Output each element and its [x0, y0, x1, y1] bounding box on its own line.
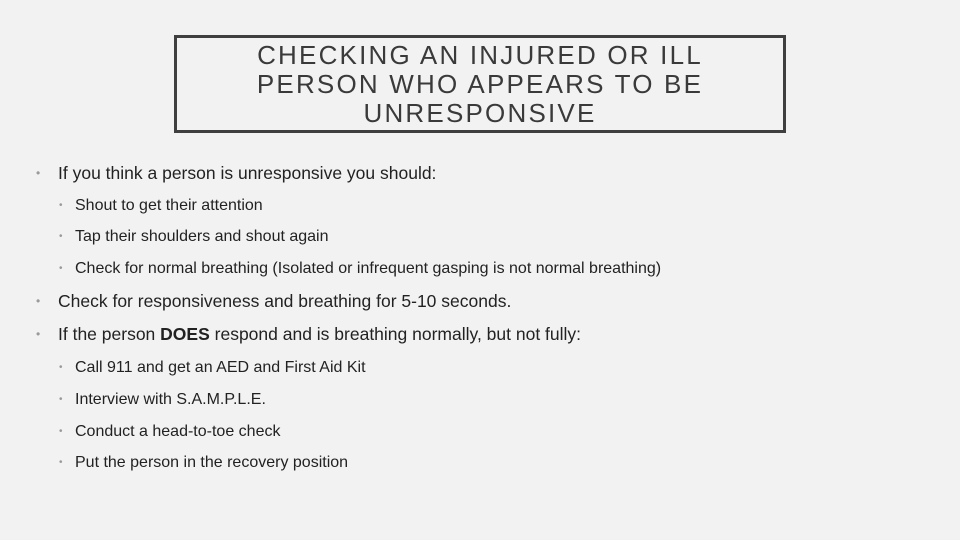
bullet-text: Shout to get their attention [75, 197, 263, 214]
bullet-item [36, 291, 512, 312]
bullet-item [36, 163, 437, 184]
slide-title: CHECKING AN INJURED OR ILL PERSON WHO APPEARS TO BE UNRESPONSIVE [256, 39, 704, 128]
sub-bullet-item [59, 391, 266, 409]
sub-bullet-item [59, 197, 263, 215]
bullet-text: If you think a person is unresponsive you should: [58, 163, 437, 183]
sub-bullet-item [59, 423, 281, 441]
bullet-dot-icon: • [36, 294, 41, 308]
bullet-text: Call 911 and get an AED and First Aid Kit [75, 359, 366, 376]
bullet-text: Put the person in the recovery position [75, 454, 349, 471]
bullet-dot-icon: • [59, 394, 63, 405]
sub-bullet-item [59, 228, 329, 246]
bullet-dot-icon: • [36, 327, 41, 341]
bullet-dot-icon: • [59, 362, 63, 373]
sub-bullet-item [59, 359, 366, 377]
bullet-dot-icon: • [36, 166, 41, 180]
bullet-text-emphasis: DOES [160, 324, 210, 344]
bullet-text: Check for responsiveness and breathing for 5-10 seconds. [58, 291, 512, 311]
bullet-text-after: respond and is breathing normally, but not fully: [209, 324, 582, 344]
sub-bullet-item [59, 454, 349, 472]
bullet-dot-icon: • [59, 200, 63, 211]
bullet-dot-icon: • [59, 263, 63, 274]
bullet-dot-icon: • [59, 457, 63, 468]
bullet-text: Check for normal breathing (Isolated or infrequent gasping is not normal breathing) [75, 260, 662, 277]
bullet-item [36, 324, 582, 345]
sub-bullet-item [59, 260, 662, 278]
bullet-text-before: If the person [58, 324, 161, 344]
bullet-text: Interview with S.A.M.P.L.E. [75, 391, 266, 408]
bullet-text: Conduct a head-to-toe check [75, 423, 281, 440]
bullet-text: Tap their shoulders and shout again [75, 228, 329, 245]
bullet-dot-icon: • [59, 231, 63, 242]
bullet-dot-icon: • [59, 426, 63, 437]
